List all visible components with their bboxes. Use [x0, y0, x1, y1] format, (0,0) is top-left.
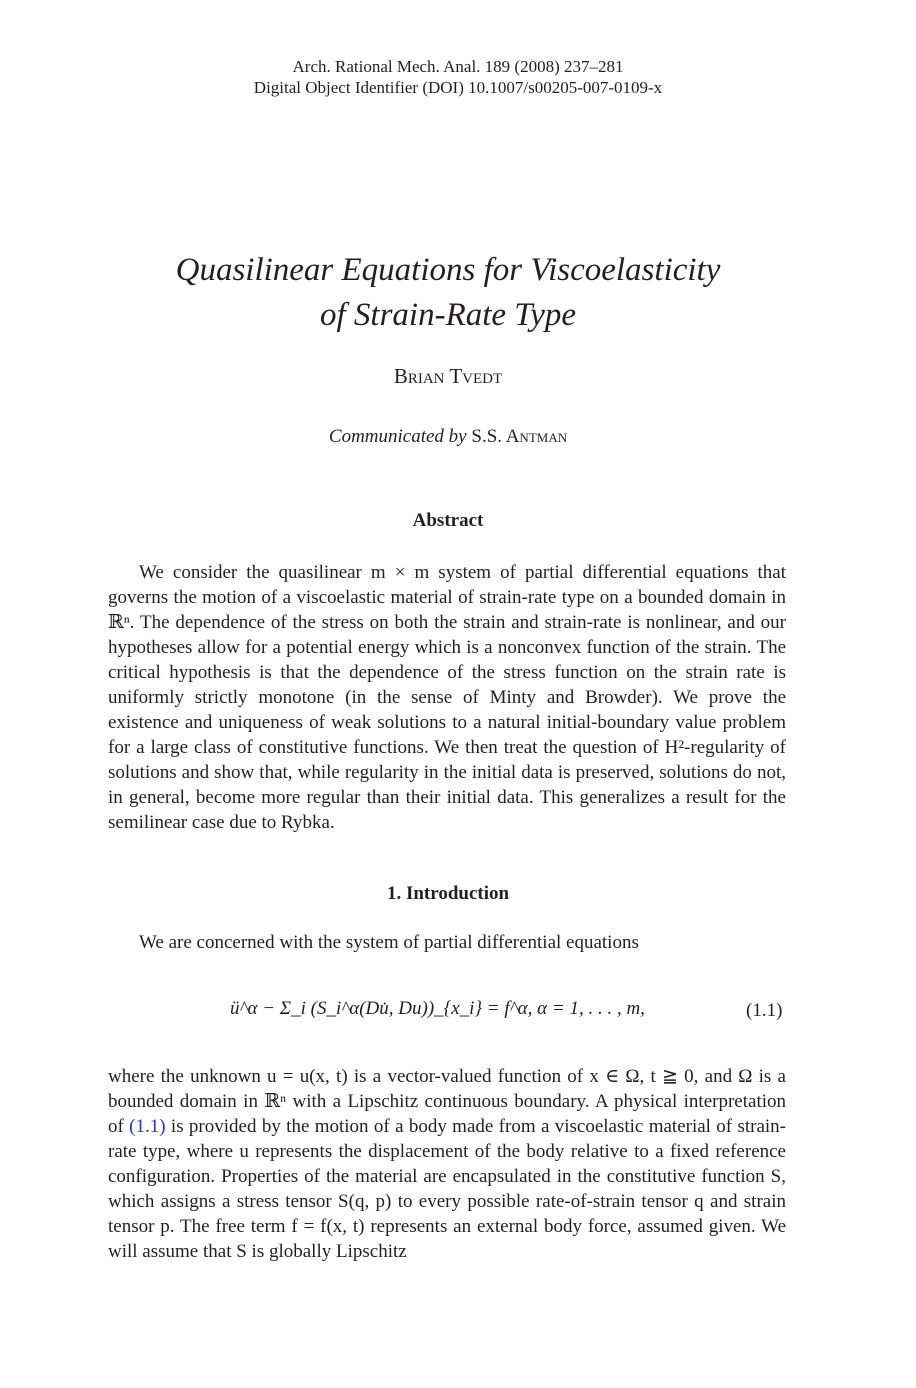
- title-line-2: of Strain-Rate Type: [319, 297, 576, 333]
- intro-text-before-ref: where the unknown u = u(x, t) is a vector-valued function of x ∈ Ω, t ≧ 0, and Ω is a bounded domain in ℝⁿ with a Lipschitz continuous boundary. A physical interpretation of: [108, 1066, 786, 1137]
- communicated-prefix: Communicated by: [328, 426, 467, 447]
- intro-paragraph: [108, 1064, 786, 1264]
- doi-line: Digital Object Identifier (DOI) 10.1007/s00205-007-0109-x: [253, 78, 663, 97]
- intro-first-line: We are concerned with the system of partial differential equations: [139, 932, 639, 953]
- section-heading-introduction: 1. Introduction: [386, 883, 510, 904]
- abstract-body: [108, 560, 786, 835]
- journal-citation: Arch. Rational Mech. Anal. 189 (2008) 237–281: [292, 57, 624, 76]
- equation-reference-link[interactable]: (1.1): [129, 1116, 166, 1137]
- author-name: Brian Tvedt: [393, 364, 503, 388]
- title-line-1: Quasilinear Equations for Viscoelasticity: [175, 252, 721, 288]
- intro-text-after-ref: is provided by the motion of a body made from a viscoelastic material of strain-rate type, where u represents the displacement of the body relative to a fixed reference configuration. Properties of the material are encapsulated in the constitutive function S, which assigns a stress tensor S(q, p) to every possible rate-of-strain tensor q and strain tensor p. The free term f = f(x, t) represents an external body force, assumed given. We will assume that S is globally Lipschitz: [108, 1116, 786, 1262]
- journal-header: [0, 56, 916, 98]
- communicating-editor: S.S. Antman: [471, 426, 568, 447]
- abstract-text: We consider the quasilinear m × m system of partial differential equations that governs the motion of a viscoelastic material of strain-rate type on a bounded domain in ℝⁿ. The dependence of the stress on both the strain and strain-rate is nonlinear, and our hypotheses allow for a potential energy which is a nonconvex function of the strain. The critical hypothesis is that the dependence of the stress function on the strain rate is uniformly strictly monotone (in the sense of Minty and Browder). We prove the existence and uniqueness of weak solutions to a natural initial-boundary value problem for a large class of constitutive functions. We then treat the question of H²-regularity of solutions and show that, while regularity in the initial data is preserved, solutions do not, in general, become more regular than their initial data. This generalizes a result for the semilinear case due to Rybka.: [108, 562, 786, 833]
- abstract-heading: Abstract: [412, 510, 484, 531]
- equation-body: ü^α − Σ_i (S_i^α(Du̇, Du))_{x_i} = f^α, α = 1, . . . , m,: [230, 998, 645, 1019]
- intro-paragraph-text: [108, 1064, 786, 1264]
- communicated-by: [0, 426, 896, 448]
- equation-1-1: [0, 994, 916, 1054]
- paper-title: [0, 248, 896, 338]
- equation-number: (1.1): [746, 1000, 783, 1021]
